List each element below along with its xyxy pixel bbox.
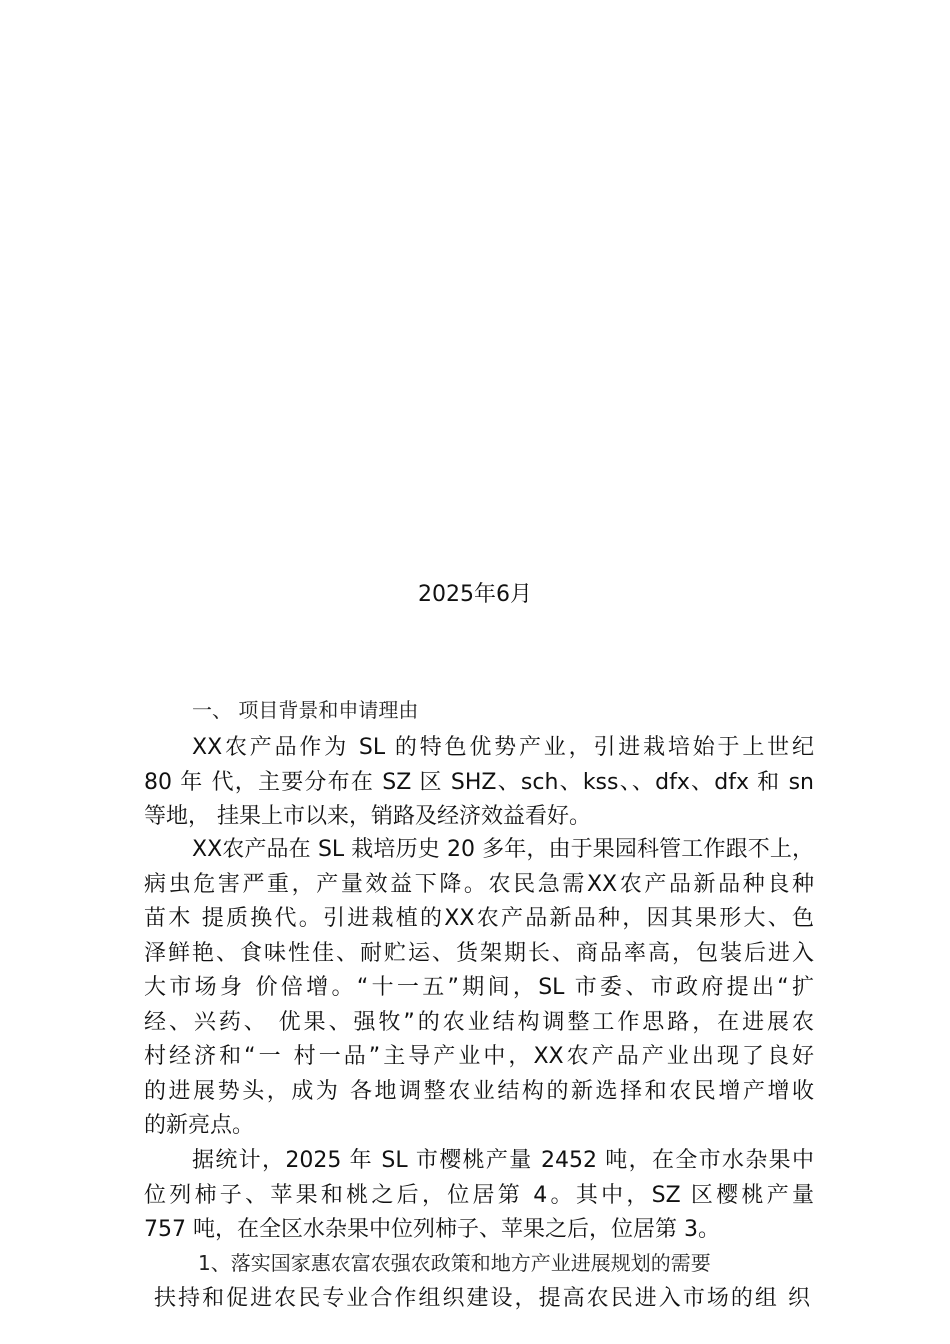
paragraph-line: 的新亮点。: [144, 1113, 255, 1138]
sub-heading: 1、落实国家惠农富农强农政策和地方产业进展规划的需要: [198, 1251, 711, 1275]
paragraph-line: 等地， 挂果上市以来，销路及经济效益看好。: [144, 804, 591, 829]
paragraph-line: 据统计，2025 年 SL 市樱桃产量 2452 吨，在全市水杂果中: [192, 1148, 814, 1173]
section-heading: 一、 项目背景和申请理由: [192, 698, 419, 722]
paragraph-line: 病虫危害严重，产量效益下降。农民急需XX农产品新品种良种: [144, 871, 814, 897]
paragraph-line: XX农产品在 SL 栽培历史 20 多年，由于果园科管工作跟不上，: [192, 837, 814, 862]
paragraph-line: 泽鲜艳、食味性佳、耐贮运、货架期长、商品率高，包装后进入: [144, 940, 814, 966]
paragraph-line: 位列柿子、苹果和桃之后，位居第 4。其中，SZ 区樱桃产量: [144, 1182, 814, 1208]
paragraph-background: [144, 731, 814, 835]
paragraph-history: [144, 833, 814, 1144]
paragraph-line: 村经济和“一 村一品”主导产业中，XX农产品产业出现了良好: [144, 1044, 814, 1069]
paragraph-statistics: [144, 1144, 814, 1248]
paragraph-line: 苗木 提质换代。引进栽植的XX农产品新品种，因其果形大、色: [144, 906, 814, 931]
paragraph-line: 经、兴药、 优果、强牧”的农业结构调整工作思路，在进展农: [144, 1009, 814, 1035]
paragraph-line: 大市场身 价倍增。“十一五”期间，SL 市委、市政府提出“扩: [144, 975, 814, 1000]
paragraph-line: 757 吨，在全区水杂果中位列柿子、苹果之后，位居第 3。: [144, 1217, 720, 1242]
paragraph-line: XX农产品作为 SL 的特色优势产业，引进栽培始于上世纪: [192, 735, 814, 760]
paragraph-line: 的进展势头，成为 各地调整农业结构的新选择和农民增产增收: [144, 1078, 814, 1104]
paragraph-line: 扶持和促进农民专业合作组织建设，提高农民进入市场的组 织: [154, 1286, 810, 1311]
document-date: 2025年6月: [418, 582, 532, 607]
paragraph-line: 80 年 代，主要分布在 SZ 区 SHZ、sch、kss、、dfx、dfx 和 sn: [144, 769, 814, 795]
